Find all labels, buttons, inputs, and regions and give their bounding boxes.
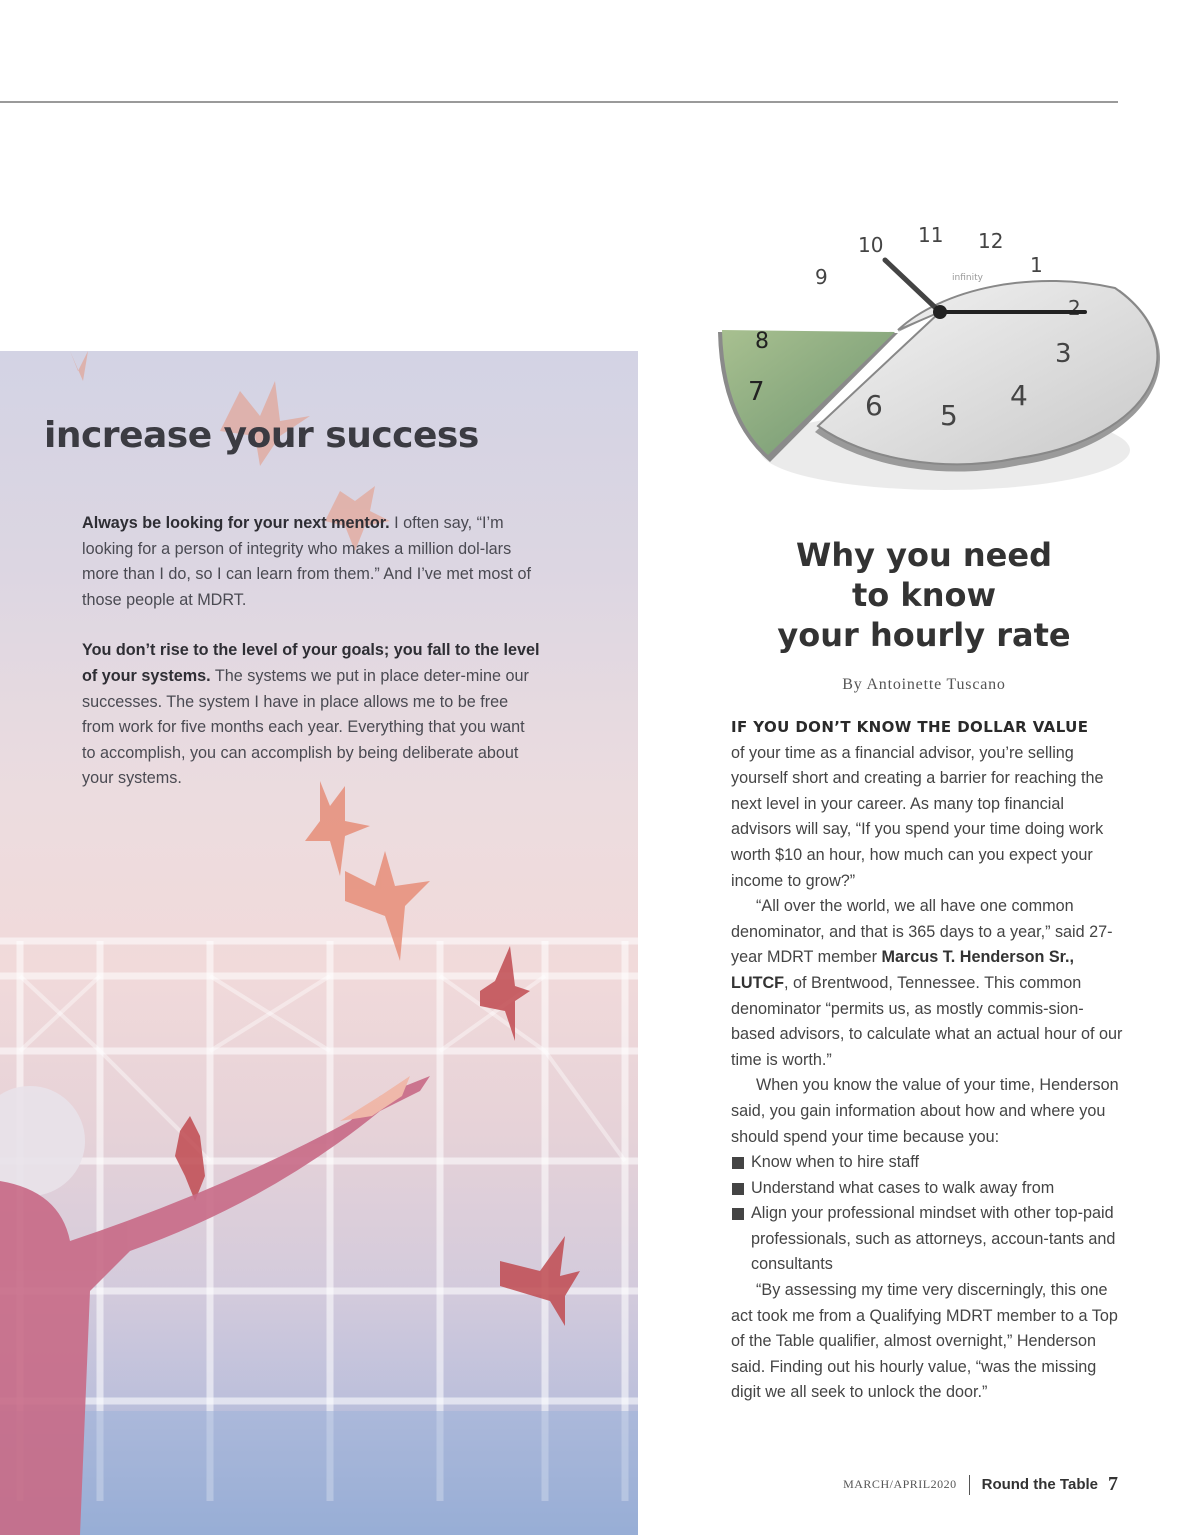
top-rule: [0, 101, 1118, 103]
title-line: to know: [851, 576, 997, 614]
left-text-column: [82, 511, 542, 817]
clock-numeral: 2: [1068, 296, 1081, 320]
clock-numeral: 6: [865, 389, 883, 422]
clock-center: [933, 305, 947, 319]
page-number: 7: [1108, 1473, 1118, 1495]
section-heading: increase your success: [44, 415, 479, 456]
article-body: [731, 715, 1123, 1406]
paragraph-text: , of Brentwood, Tennessee. This common denominator “permits us, as mostly commis-sion-based advisors, to calculate what an actual hour of our time is worth.”: [731, 973, 1123, 1069]
paragraph-text: “All over the world, we all have one common denominator, and that is 365 days to a year,” said 27-year MDRT member: [731, 897, 1113, 967]
page-footer: [843, 1473, 1118, 1496]
bold-lead: You don’t rise to the level of your goals; you fall to the level of your systems.: [82, 641, 540, 685]
clock-numeral: 10: [858, 233, 884, 257]
footer-divider: [969, 1475, 970, 1495]
publication-name: Round the Table: [981, 1476, 1098, 1493]
left-photo-panel: [0, 351, 638, 1535]
clock-numeral: 3: [1055, 339, 1072, 369]
list-item: Understand what cases to walk away from: [731, 1176, 1123, 1202]
paragraph-text: The systems we put in place deter-mine our successes. The system I have in place allows me to be free from work for five months each year. Everything that you want to accomplish, you can accomplish by being deliberate about your systems.: [82, 666, 529, 788]
hour-hand: [885, 260, 940, 312]
paragraph-text: I often say, “I’m looking for a person of integrity who makes a million dol-lars more than I do, so I can learn from them.” And I’ve met most of those people at MDRT.: [82, 514, 531, 609]
paragraph: When you know the value of your time, Henderson said, you gain information about how and where you should spend your time because you:: [731, 1076, 1119, 1146]
title-line: your hourly rate: [777, 616, 1071, 654]
clock-numeral: 1: [1030, 253, 1043, 277]
broken-clock-illustration: [700, 200, 1160, 500]
clock-numeral: 5: [940, 399, 958, 432]
person-name: Marcus T. Henderson Sr., LUTCF: [731, 948, 1075, 992]
clock-numeral: 12: [978, 229, 1004, 253]
clock-numeral: 11: [918, 223, 944, 247]
bullet-list: [731, 1150, 1123, 1278]
paragraph: [731, 894, 1123, 1073]
byline: By Antoinette Tuscano: [842, 676, 1006, 693]
paragraph: [82, 511, 542, 613]
issue-date: MARCH/APRIL2020: [843, 1477, 957, 1491]
lead-in-caps: IF YOU DON’T KNOW THE DOLLAR VALUE: [731, 718, 1089, 736]
title-line: Why you need: [796, 536, 1052, 574]
list-item: Know when to hire staff: [731, 1150, 1123, 1176]
clock-numeral: 8: [755, 329, 769, 354]
clock-numeral: 9: [815, 265, 828, 289]
article-title: [730, 535, 1118, 655]
bold-lead: Always be looking for your next mentor.: [82, 514, 390, 532]
clock-brand: infinity: [952, 273, 983, 283]
paragraph: “By assessing my time very discerningly, this one act took me from a Qualifying MDRT member to a Top of the Table qualifier, almost overnight,” Henderson said. Finding out his hourly value, “was the missing digit we all seek to unlock the door.”: [731, 1281, 1118, 1402]
clock-numeral: 4: [1010, 379, 1028, 412]
paragraph: of your time as a financial advisor, you’re selling yourself short and creating a barrier for reaching the next level in your career. As many top financial advisors will say, “If you spend your time doing work worth $10 an hour, how much can you expect your income to grow?”: [731, 743, 1104, 890]
paragraph: [82, 638, 542, 792]
clock-numeral: 7: [748, 377, 765, 407]
list-item: Align your professional mindset with other top-paid professionals, such as attorneys, accoun-tants and consultants: [731, 1201, 1123, 1278]
